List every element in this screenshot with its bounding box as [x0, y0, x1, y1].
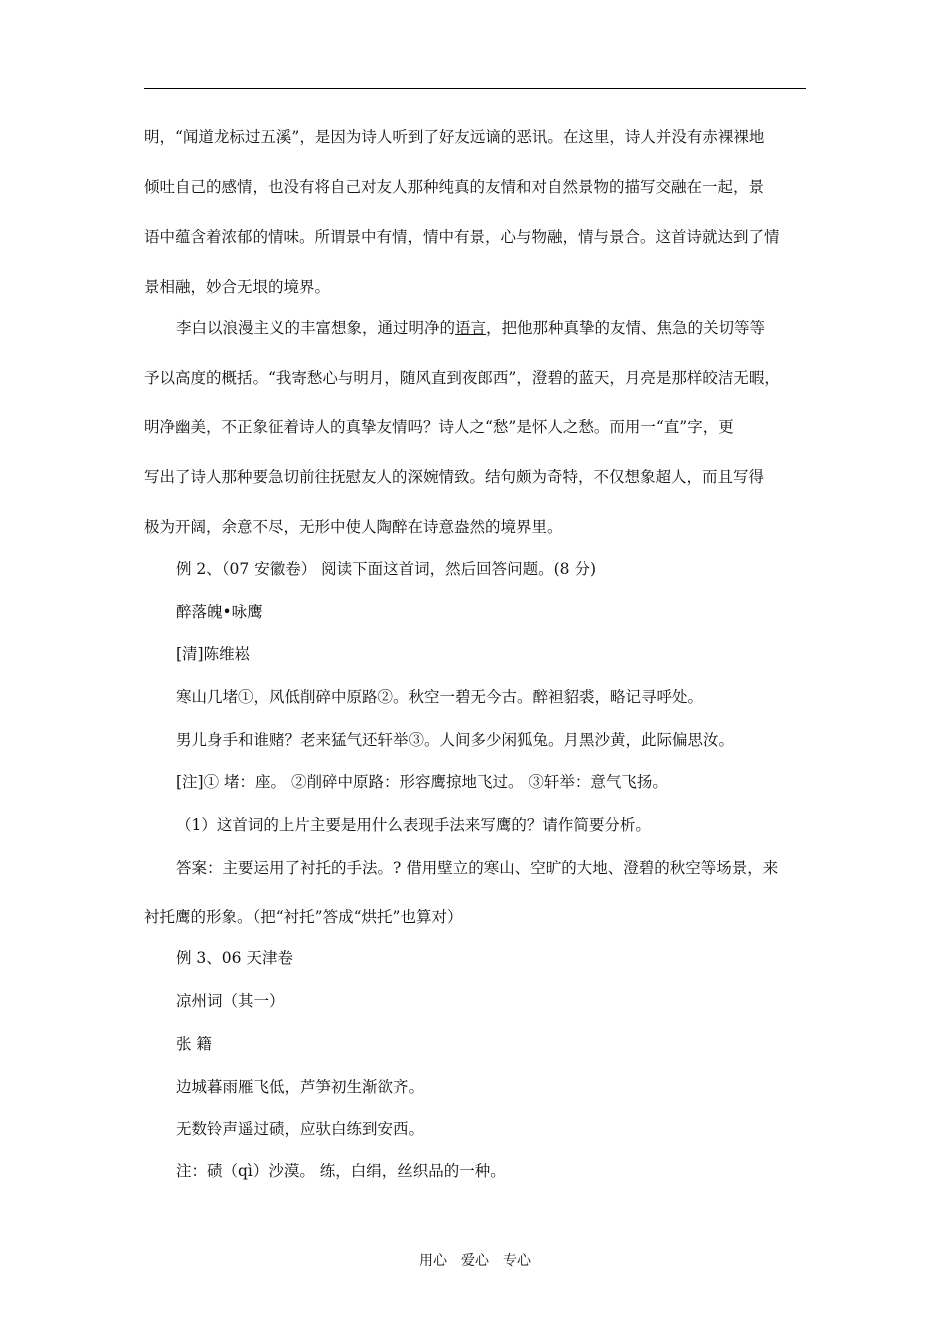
body-line: 极为开阔，余意不尽，无形中使人陶醉在诗意盎然的境界里。: [144, 518, 563, 536]
poem-verse: 边城暮雨雁飞低，芦笋初生渐欲齐。: [176, 1078, 425, 1096]
poem-verse: 寒山几堵①，风低削碎中原路②。秋空一碧无今古。醉袒貂裘，略记寻呼处。: [176, 688, 704, 706]
paragraph-first-line: [176, 317, 765, 339]
question: （1）这首词的上片主要是用什么表现手法来写鹰的？请作简要分析。: [176, 816, 651, 834]
answer-line: 衬托鹰的形象。（把“衬托”答成“烘托”也算对）: [144, 908, 463, 926]
poem-note: [注]① 堵：座。 ②削碎中原路：形容鹰掠地飞过。 ③轩举：意气飞扬。: [176, 773, 668, 791]
body-line: 明，“闻道龙标过五溪”，是因为诗人听到了好友远谪的恶讯。在这里，诗人并没有赤裸裸地: [144, 128, 765, 146]
paragraph-text: 李白以浪漫主义的丰富想象，通过明净的: [176, 319, 456, 337]
poem-author: 张 籍: [176, 1035, 212, 1053]
header-rule: [144, 88, 806, 89]
example-2-heading: 例 2、（07 安徽卷） 阅读下面这首词，然后回答问题。(8 分): [176, 560, 597, 578]
paragraph-text: ，把他那种真挚的友情、焦急的关切等等: [486, 319, 766, 337]
poem-author: [清]陈维崧: [176, 645, 251, 663]
language-link[interactable]: 语言: [455, 319, 487, 337]
footer-item: 专心: [503, 1253, 531, 1269]
example-3-heading: 例 3、06 天津卷: [176, 949, 293, 967]
page-footer: [0, 1251, 950, 1271]
body-line: 语中蕴含着浓郁的情味。所谓景中有情，情中有景，心与物融，情与景合。这首诗就达到了情: [144, 228, 780, 246]
poem-verse: 男儿身手和谁赌？老来猛气还轩举③。人间多少闲狐兔。月黑沙黄，此际偏思汝。: [176, 731, 735, 749]
poem-title: 醉落魄•咏鹰: [176, 603, 263, 621]
poem-note: 注：碛（qì）沙漠。 练，白绢，丝织品的一种。: [176, 1162, 506, 1180]
body-line: 倾吐自己的感情，也没有将自己对友人那种纯真的友情和对自然景物的描写交融在一起，景: [144, 178, 765, 196]
poem-title: 凉州词（其一）: [176, 992, 285, 1010]
footer-item: 爱心: [461, 1253, 489, 1269]
body-line: 景相融，妙合无垠的境界。: [144, 278, 331, 296]
body-line: 明净幽美，不正象征着诗人的真挚友情吗？诗人之“愁”是怀人之愁。而用一“直”字，更: [144, 418, 734, 436]
body-line: 予以高度的概括。“我寄愁心与明月，随风直到夜郎西”，澄碧的蓝天，月亮是那样皎洁无暇，: [144, 369, 780, 387]
body-line: 写出了诗人那种要急切前往抚慰友人的深婉情致。结句颇为奇特，不仅想象超人，而且写得: [144, 468, 765, 486]
answer-line: 答案：主要运用了衬托的手法。? 借用壁立的寒山、空旷的大地、澄碧的秋空等场景，来: [176, 859, 779, 877]
footer-item: 用心: [419, 1253, 447, 1269]
poem-verse: 无数铃声遥过碛，应驮白练到安西。: [176, 1120, 425, 1138]
